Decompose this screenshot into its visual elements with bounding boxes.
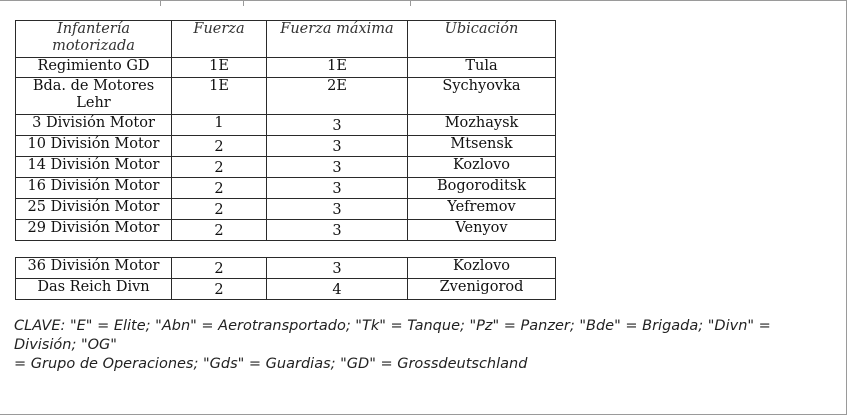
unit-cell: 10 División Motor bbox=[16, 136, 172, 157]
max-strength-cell: 3 bbox=[267, 178, 408, 199]
header-unit: Infantería motorizada bbox=[16, 21, 172, 58]
location-cell: Venyov bbox=[408, 220, 556, 241]
max-strength-cell: 1E bbox=[267, 58, 408, 78]
unit-cell: Bda. de Motores Lehr bbox=[16, 78, 172, 115]
max-strength-cell: 3 bbox=[267, 199, 408, 220]
strength-cell: 2 bbox=[172, 178, 267, 199]
strength-cell: 2 bbox=[172, 136, 267, 157]
strength-cell: 1 bbox=[172, 115, 267, 136]
unit-cell: 29 División Motor bbox=[16, 220, 172, 241]
table-row bbox=[16, 58, 556, 78]
strength-cell: 1E bbox=[172, 58, 267, 78]
table-row bbox=[16, 157, 556, 178]
location-cell: Mtsensk bbox=[408, 136, 556, 157]
location-cell: Tula bbox=[408, 58, 556, 78]
location-cell: Mozhaysk bbox=[408, 115, 556, 136]
legend-key-line: = Grupo de Operaciones; "Gds" = Guardias; "GD" = Grossdeutschland bbox=[14, 356, 528, 372]
strength-cell: 1E bbox=[172, 78, 267, 115]
max-strength-cell: 3 bbox=[267, 136, 408, 157]
table-row bbox=[16, 199, 556, 220]
max-strength-cell: 3 bbox=[267, 115, 408, 136]
unit-cell: 3 División Motor bbox=[16, 115, 172, 136]
unit-cell: 36 División Motor bbox=[16, 258, 172, 279]
max-strength-cell: 4 bbox=[267, 279, 408, 300]
unit-cell: 14 División Motor bbox=[16, 157, 172, 178]
strength-cell: 2 bbox=[172, 199, 267, 220]
page-top-tick bbox=[243, 0, 244, 6]
table-row bbox=[16, 220, 556, 241]
unit-cell: Regimiento GD bbox=[16, 58, 172, 78]
max-strength-cell: 2E bbox=[267, 78, 408, 115]
header-max-strength: Fuerza máxima bbox=[267, 21, 408, 58]
location-cell: Yefremov bbox=[408, 199, 556, 220]
location-cell: Sychyovka bbox=[408, 78, 556, 115]
legend-key bbox=[14, 317, 834, 374]
page-top-tick bbox=[410, 0, 411, 6]
page-top-tick bbox=[160, 0, 161, 6]
max-strength-cell: 3 bbox=[267, 220, 408, 241]
table-row bbox=[16, 136, 556, 157]
strength-cell: 2 bbox=[172, 279, 267, 300]
max-strength-cell: 3 bbox=[267, 157, 408, 178]
max-strength-cell: 3 bbox=[267, 258, 408, 279]
location-cell: Zvenigorod bbox=[408, 279, 556, 300]
page-top-border bbox=[0, 0, 847, 5]
legend-key-line: CLAVE: "E" = Elite; "Abn" = Aerotransportado; "Tk" = Tanque; "Pz" = Panzer; "Bde" = Brigada; "Divn" = División; "OG" bbox=[14, 318, 771, 353]
table-header-row bbox=[16, 21, 556, 58]
strength-cell: 2 bbox=[172, 258, 267, 279]
table-row bbox=[16, 258, 556, 279]
location-cell: Kozlovo bbox=[408, 157, 556, 178]
unit-cell: 16 División Motor bbox=[16, 178, 172, 199]
units-table-continued bbox=[15, 257, 556, 300]
unit-cell: Das Reich Divn bbox=[16, 279, 172, 300]
table-row bbox=[16, 279, 556, 300]
table-row bbox=[16, 178, 556, 199]
unit-cell: 25 División Motor bbox=[16, 199, 172, 220]
table-row bbox=[16, 78, 556, 115]
strength-cell: 2 bbox=[172, 157, 267, 178]
location-cell: Kozlovo bbox=[408, 258, 556, 279]
header-strength: Fuerza bbox=[172, 21, 267, 58]
header-location: Ubicación bbox=[408, 21, 556, 58]
units-table bbox=[15, 20, 556, 241]
strength-cell: 2 bbox=[172, 220, 267, 241]
location-cell: Bogoroditsk bbox=[408, 178, 556, 199]
table-row bbox=[16, 115, 556, 136]
